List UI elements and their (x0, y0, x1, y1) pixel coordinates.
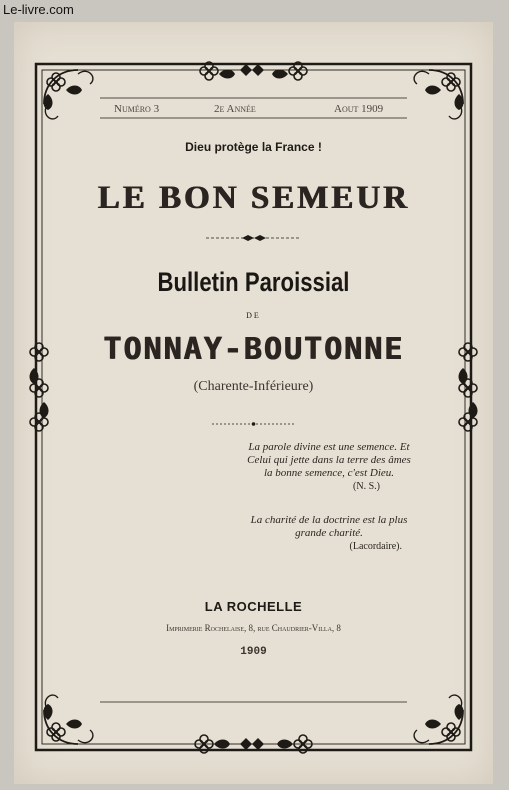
imprint-year: 1909 (240, 646, 267, 658)
epigraph-1-text: La parole divine est une semence. Et Celui qui jette dans la terre des âmes la bonne semence, c'est Dieu. (247, 441, 411, 479)
epigraph-1 (244, 441, 414, 493)
issue-year: 2e Année (214, 103, 256, 115)
corner-ornament-bottom-right (414, 695, 463, 744)
imprint-city: LA ROCHELLE (204, 599, 303, 614)
corner-ornament-top-left (44, 70, 93, 119)
page-title: LE BON SEMEUR (97, 180, 410, 216)
title-divider (206, 235, 301, 241)
ornamental-frame (14, 22, 493, 784)
epigraph-2 (244, 514, 414, 553)
imprint-printer: Imprimerie Rochelaise, 8, rue Chaudrier-Villa, 8 (166, 623, 341, 633)
issue-number: Numéro 3 (114, 103, 160, 115)
town-name: TONNAY-BOUTONNE (103, 332, 404, 367)
cover-page (14, 22, 493, 784)
issue-date: Aout 1909 (334, 103, 384, 115)
subtitle: Bulletin Paroissial (157, 267, 350, 297)
preposition-de: DE (246, 311, 261, 320)
corner-ornament-top-right (414, 70, 463, 119)
epigraph-2-attribution: (Lacordaire). (349, 541, 402, 552)
region-name: (Charente-Inférieure) (193, 379, 314, 394)
epigraph-2-text: La charité de la doctrine est la plus grande charité. (250, 514, 408, 539)
epigraph-1-attribution: (N. S.) (353, 481, 380, 492)
watermark-text: Le-livre.com (3, 2, 74, 17)
motto: Dieu protège la France ! (185, 140, 322, 154)
corner-ornament-bottom-left (44, 695, 93, 744)
region-divider (212, 422, 295, 426)
